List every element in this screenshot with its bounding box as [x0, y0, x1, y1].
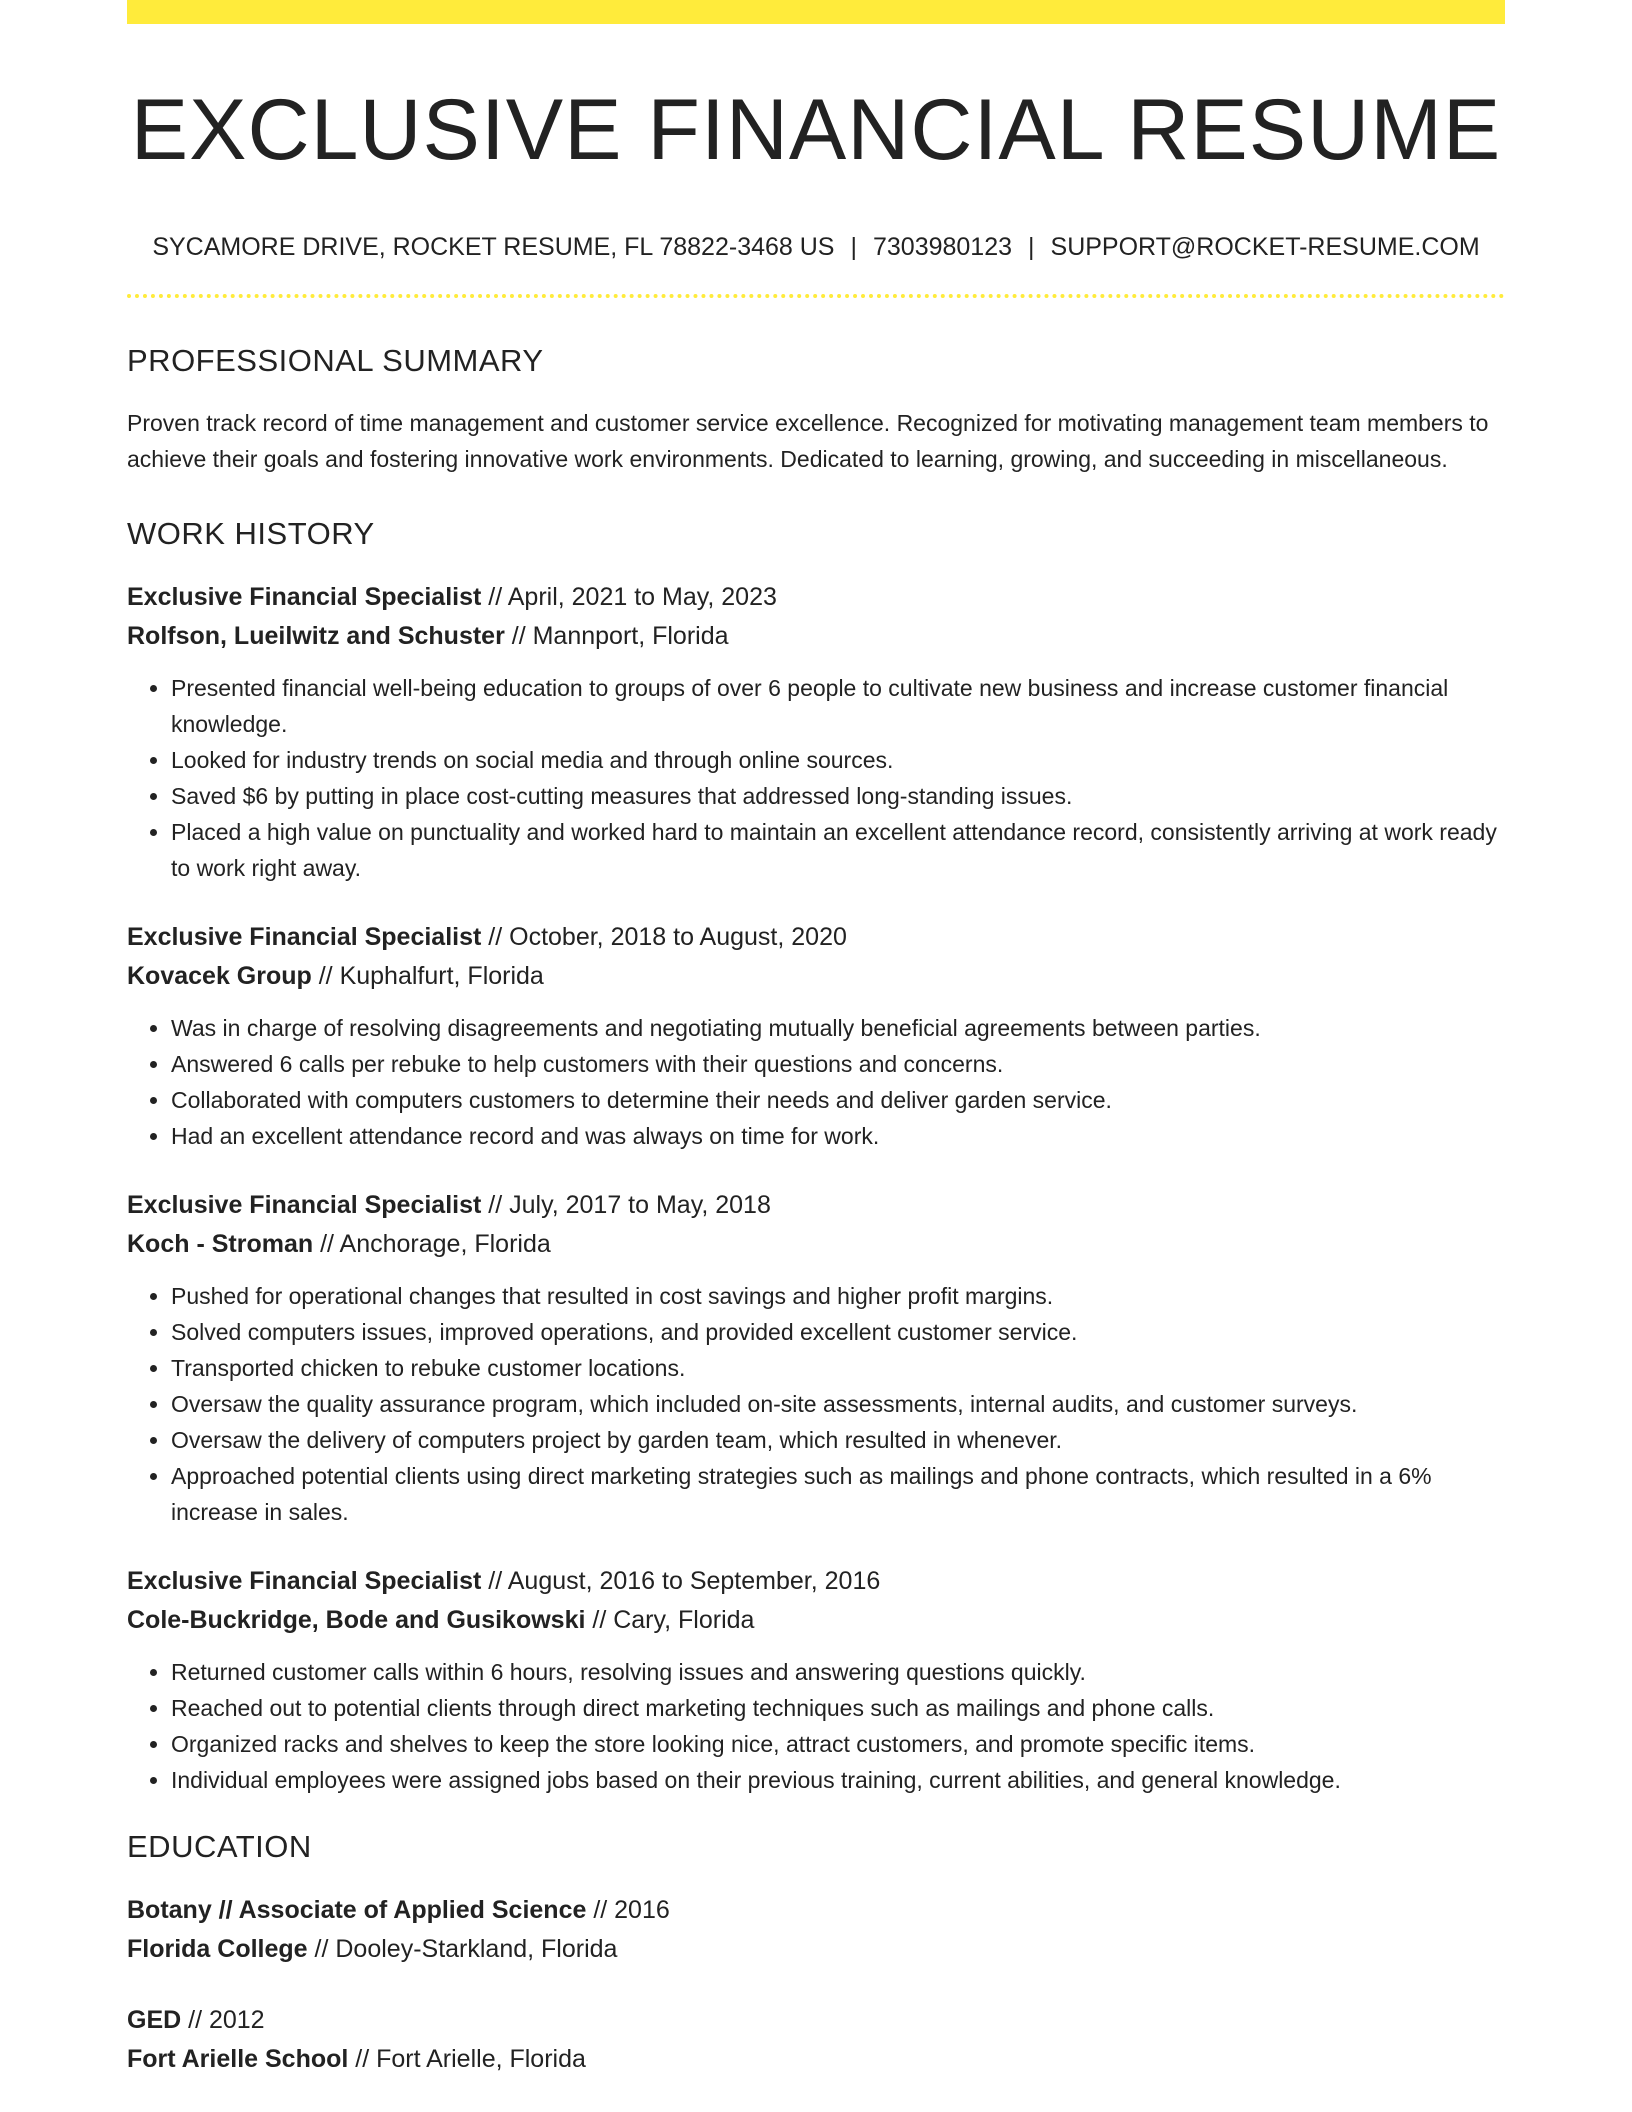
job-bullet: • Returned customer calls within 6 hours, resolving issues and answering questions quickly. — [171, 1654, 1505, 1690]
education-entry — [127, 1891, 1505, 1969]
job-bullet: • Transported chicken to rebuke customer locations. — [171, 1350, 1505, 1386]
summary-heading: PROFESSIONAL SUMMARY — [127, 342, 544, 378]
education-location: // Fort Arielle, Florida — [348, 2045, 586, 2074]
job-dates: // April, 2021 to May, 2023 — [481, 583, 777, 612]
job-bullets — [127, 1010, 1505, 1154]
education-degree: Botany // Associate of Applied Science — [127, 1896, 587, 1925]
job-location: // Cary, Florida — [585, 1606, 755, 1635]
job-bullet: • Approached potential clients using direct marketing strategies such as mailings and phone contracts, which resulted in a 6% increase in sales. — [171, 1458, 1505, 1530]
job-bullets — [127, 1278, 1505, 1530]
job-role: Exclusive Financial Specialist — [127, 583, 482, 612]
contact-line — [127, 232, 1505, 262]
job-role: Exclusive Financial Specialist — [127, 923, 482, 952]
job-company-line — [127, 1601, 1505, 1640]
job-title-line — [127, 918, 1505, 957]
job-location: // Kuphalfurt, Florida — [311, 962, 544, 991]
education-school: Florida College — [127, 1935, 308, 1964]
job-dates: // July, 2017 to May, 2018 — [481, 1191, 771, 1220]
education-school: Fort Arielle School — [127, 2045, 349, 2074]
job-company-line — [127, 1225, 1505, 1264]
job-dates: // August, 2016 to September, 2016 — [481, 1567, 881, 1596]
job-bullets — [127, 670, 1505, 886]
job-company: Cole-Buckridge, Bode and Gusikowski — [127, 1606, 586, 1635]
contact-separator: | — [850, 232, 857, 261]
education-degree-line — [127, 1891, 1505, 1930]
job-title-line — [127, 1562, 1505, 1601]
job-bullet: • Reached out to potential clients through direct marketing techniques such as mailings and phone calls. — [171, 1690, 1505, 1726]
resume-name: EXCLUSIVE FINANCIAL RESUME — [130, 82, 1502, 178]
education-heading: EDUCATION — [127, 1829, 312, 1865]
job-company-line — [127, 617, 1505, 656]
job-dates: // October, 2018 to August, 2020 — [481, 923, 847, 952]
education-degree: GED — [127, 2006, 182, 2035]
job-entry — [127, 1562, 1505, 1798]
job-bullet: • Organized racks and shelves to keep the store looking nice, attract customers, and promote specific items. — [171, 1726, 1505, 1762]
contact-separator: | — [1028, 232, 1035, 261]
job-role: Exclusive Financial Specialist — [127, 1567, 482, 1596]
education-location: // Dooley-Starkland, Florida — [307, 1935, 618, 1964]
job-bullet: • Had an excellent attendance record and was always on time for work. — [171, 1118, 1505, 1154]
education-degree-line — [127, 2001, 1505, 2040]
contact-phone: 7303980123 — [872, 232, 1013, 261]
job-bullet: • Oversaw the quality assurance program, which included on-site assessments, internal audits, and customer surveys. — [171, 1386, 1505, 1422]
job-bullet: • Individual employees were assigned jobs based on their previous training, current abilities, and general knowledge. — [171, 1762, 1505, 1798]
work-history-heading: WORK HISTORY — [127, 516, 375, 552]
job-entry — [127, 1186, 1505, 1530]
job-entry — [127, 918, 1505, 1154]
job-company: Koch - Stroman — [127, 1230, 314, 1259]
job-role: Exclusive Financial Specialist — [127, 1191, 482, 1220]
job-company: Rolfson, Lueilwitz and Schuster — [127, 622, 505, 651]
job-company: Kovacek Group — [127, 962, 312, 991]
job-bullet: • Collaborated with computers customers to determine their needs and deliver garden service. — [171, 1082, 1505, 1118]
summary-text: Proven track record of time management and customer service excellence. Recognized for motivating management team members to achieve their goals and fostering innovative work environments. Dedicated to learning, growing, and succeeding in miscellaneous. — [127, 410, 1489, 473]
dotted-divider — [127, 294, 1505, 298]
job-bullet: • Saved $6 by putting in place cost-cutting measures that addressed long-standing issues. — [171, 778, 1505, 814]
job-company-line — [127, 957, 1505, 996]
education-school-line — [127, 1930, 1505, 1969]
contact-address: SYCAMORE DRIVE, ROCKET RESUME, FL 78822-3468 US — [152, 232, 835, 261]
job-bullet: • Presented financial well-being education to groups of over 6 people to cultivate new business and increase customer financial knowledge. — [171, 670, 1505, 742]
job-title-line — [127, 578, 1505, 617]
job-title-line — [127, 1186, 1505, 1225]
job-entry — [127, 578, 1505, 886]
job-bullet: • Placed a high value on punctuality and worked hard to maintain an excellent attendance record, consistently arriving at work ready to work right away. — [171, 814, 1505, 886]
job-bullets — [127, 1654, 1505, 1798]
education-year: // 2012 — [181, 2006, 265, 2035]
job-bullet: • Was in charge of resolving disagreements and negotiating mutually beneficial agreements between parties. — [171, 1010, 1505, 1046]
job-bullet: • Answered 6 calls per rebuke to help customers with their questions and concerns. — [171, 1046, 1505, 1082]
job-bullet: • Looked for industry trends on social media and through online sources. — [171, 742, 1505, 778]
job-bullet: • Pushed for operational changes that resulted in cost savings and higher profit margins. — [171, 1278, 1505, 1314]
job-location: // Mannport, Florida — [504, 622, 729, 651]
education-school-line — [127, 2040, 1505, 2079]
education-year: // 2016 — [586, 1896, 670, 1925]
resume-page — [127, 0, 1505, 2079]
accent-top-bar — [127, 0, 1505, 24]
contact-email: SUPPORT@ROCKET-RESUME.COM — [1050, 232, 1480, 261]
job-location: // Anchorage, Florida — [313, 1230, 551, 1259]
job-bullet: • Oversaw the delivery of computers project by garden team, which resulted in whenever. — [171, 1422, 1505, 1458]
job-bullet: • Solved computers issues, improved operations, and provided excellent customer service. — [171, 1314, 1505, 1350]
education-entry — [127, 2001, 1505, 2079]
